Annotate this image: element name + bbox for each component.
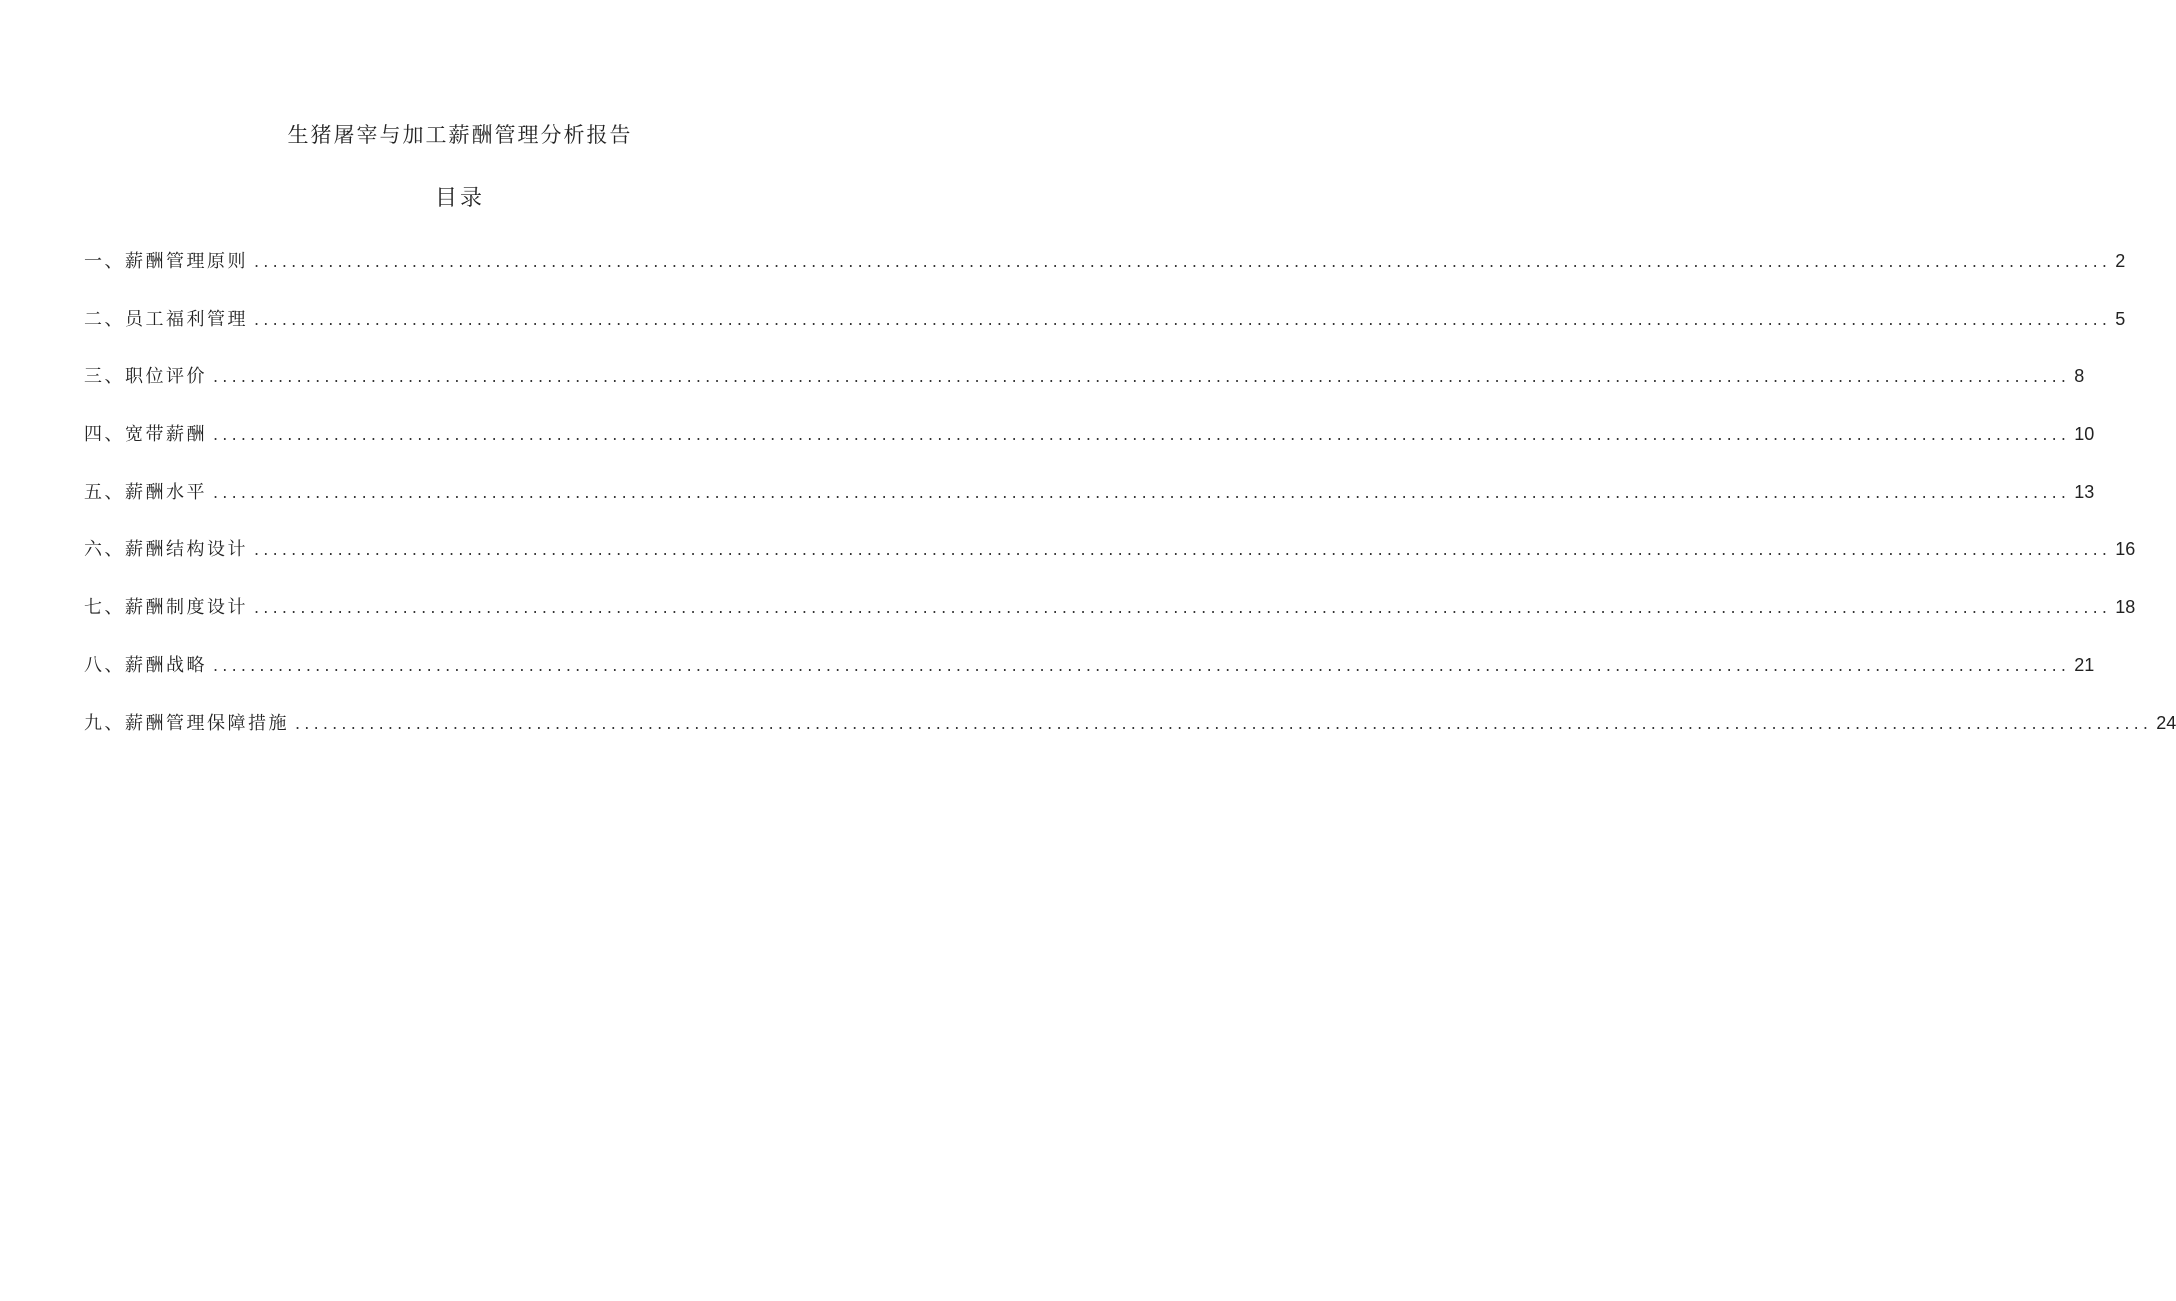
toc-entry-page: 24 [2156,712,2176,733]
toc-entry-page: 21 [2074,654,2095,675]
toc-entry[interactable] [84,475,2095,533]
table-of-contents [84,244,2176,763]
toc-leader-dots: ........................................................................................................................................................................................................ [254,598,2112,618]
toc-entry[interactable] [84,302,2126,360]
toc-entry-page: 18 [2115,597,2136,618]
toc-entry-label: 三、职位评价 [84,366,207,388]
toc-leader-dots: ........................................................................................................................................................................................................ [254,252,2112,271]
toc-entry[interactable] [84,648,2095,706]
toc-leader-dots: ........................................................................................................................................................................................................ [213,655,2071,675]
toc-entry-label: 六、薪酬结构设计 [84,539,248,561]
toc-entry-label: 四、宽带薪酬 [84,424,207,446]
toc-entry-label: 八、薪酬战略 [84,654,207,676]
toc-leader-dots: ........................................................................................................................................................................................................ [213,425,2071,445]
toc-entry-page: 16 [2115,539,2136,560]
toc-entry-page: 8 [2074,366,2085,387]
toc-leader-dots: ........................................................................................................................................................................................................ [254,540,2112,560]
toc-entry-page: 5 [2115,308,2126,329]
toc-leader-dots: ........................................................................................................................................................................................................ [213,482,2071,502]
toc-entry-page: 10 [2074,424,2095,445]
toc-entry-label: 九、薪酬管理保障措施 [84,712,289,734]
toc-entry[interactable] [84,590,2136,648]
toc-entry[interactable] [84,706,2176,764]
toc-entry-page: 13 [2074,481,2095,502]
toc-entry-page: 2 [2115,251,2126,271]
toc-leader-dots: ........................................................................................................................................................................................................ [295,713,2153,733]
toc-entry-label: 一、薪酬管理原则 [84,251,248,272]
toc-entry[interactable] [84,417,2095,475]
toc-entry[interactable] [84,532,2136,590]
toc-entry[interactable] [84,359,2085,417]
document-title: 生猪屠宰与加工薪酬管理分析报告 [287,123,633,147]
toc-entry[interactable] [84,244,2126,302]
toc-leader-dots: ........................................................................................................................................................................................................ [213,367,2071,387]
toc-leader-dots: ........................................................................................................................................................................................................ [254,309,2112,329]
toc-entry-label: 五、薪酬水平 [84,481,207,503]
toc-heading: 目录 [434,186,485,211]
toc-entry-label: 七、薪酬制度设计 [84,597,248,619]
toc-entry-label: 二、员工福利管理 [84,308,248,330]
